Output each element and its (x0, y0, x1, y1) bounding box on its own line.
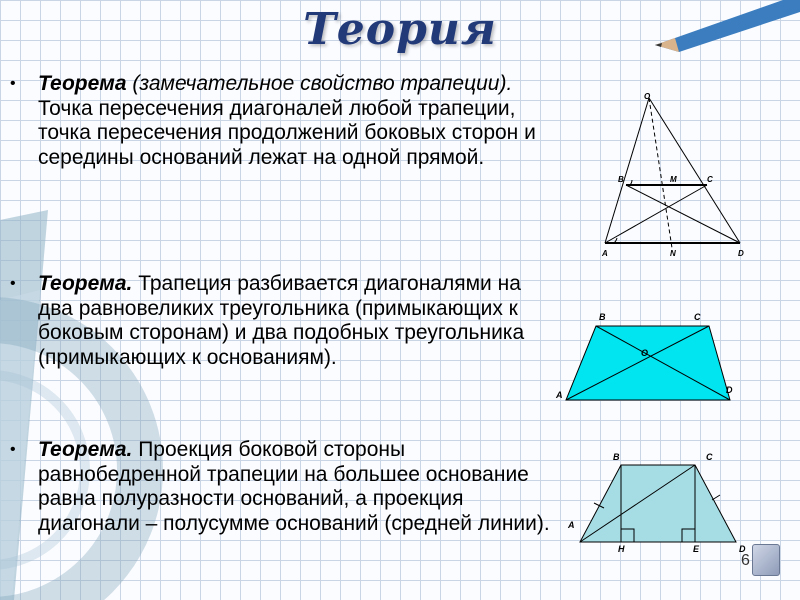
bullet-2: • (10, 275, 16, 292)
theorem-1 (10, 72, 550, 170)
fig1-label-b: B (618, 175, 624, 184)
fig3-label-c: C (706, 452, 713, 462)
theorem-3-text: Проекция боковой стороны равнобедренной трапеции на большее основание равна полуразности оснований, а проекция диагонали – полусумме оснований (средней линии). (38, 438, 550, 535)
theorem-3-label: Теорема. (38, 438, 133, 461)
fig1-label-m: M (670, 175, 677, 184)
fig1-label-c: C (707, 175, 713, 184)
theorem-1-label: Теорема (38, 72, 127, 95)
figure-trapezoid-extended-sides (590, 88, 760, 263)
theorem-2-text: Трапеция разбивается диагоналями на два равновеликих треугольника (примыкающих к боковым сторонам) и два подобных треугольника (примыкающих к основаниям). (38, 272, 525, 369)
page-number: 6 (741, 552, 750, 569)
fig3-label-a: A (568, 520, 575, 530)
figure-isosceles-trapezoid-heights (560, 448, 760, 563)
theorem-1-text: Точка пересечения диагоналей любой трапеции, точка пересечения продолжений боковых сторон и середины оснований лежат на одной прямой. (38, 96, 536, 169)
fig1-label-n: N (670, 249, 676, 258)
fig3-label-d: D (739, 544, 746, 554)
fig1-label-d: D (738, 249, 744, 258)
theorem-3 (10, 438, 550, 536)
figure-trapezoid-diagonals (548, 306, 748, 406)
bullet-3: • (10, 441, 16, 458)
fig2-label-b: B (599, 312, 606, 322)
fig3-label-b: B (613, 452, 620, 462)
theorem-2-label: Теорема. (38, 272, 133, 295)
fig1-label-a: A (602, 249, 608, 258)
slide-title: Теория (303, 4, 497, 55)
fig2-label-a: A (556, 390, 563, 400)
bullet-1: • (10, 75, 16, 92)
fig2-label-c: C (694, 312, 701, 322)
theorem-1-note: (замечательное свойство трапеции). (126, 72, 513, 95)
theorem-2 (10, 272, 550, 370)
fig3-label-h: H (618, 544, 625, 554)
fig1-label-apex: O (644, 92, 651, 101)
fig2-label-d: D (726, 385, 733, 395)
fig3-label-e: E (693, 544, 700, 554)
slide-nav-button[interactable] (752, 544, 780, 576)
fig2-label-o: O (641, 348, 649, 358)
